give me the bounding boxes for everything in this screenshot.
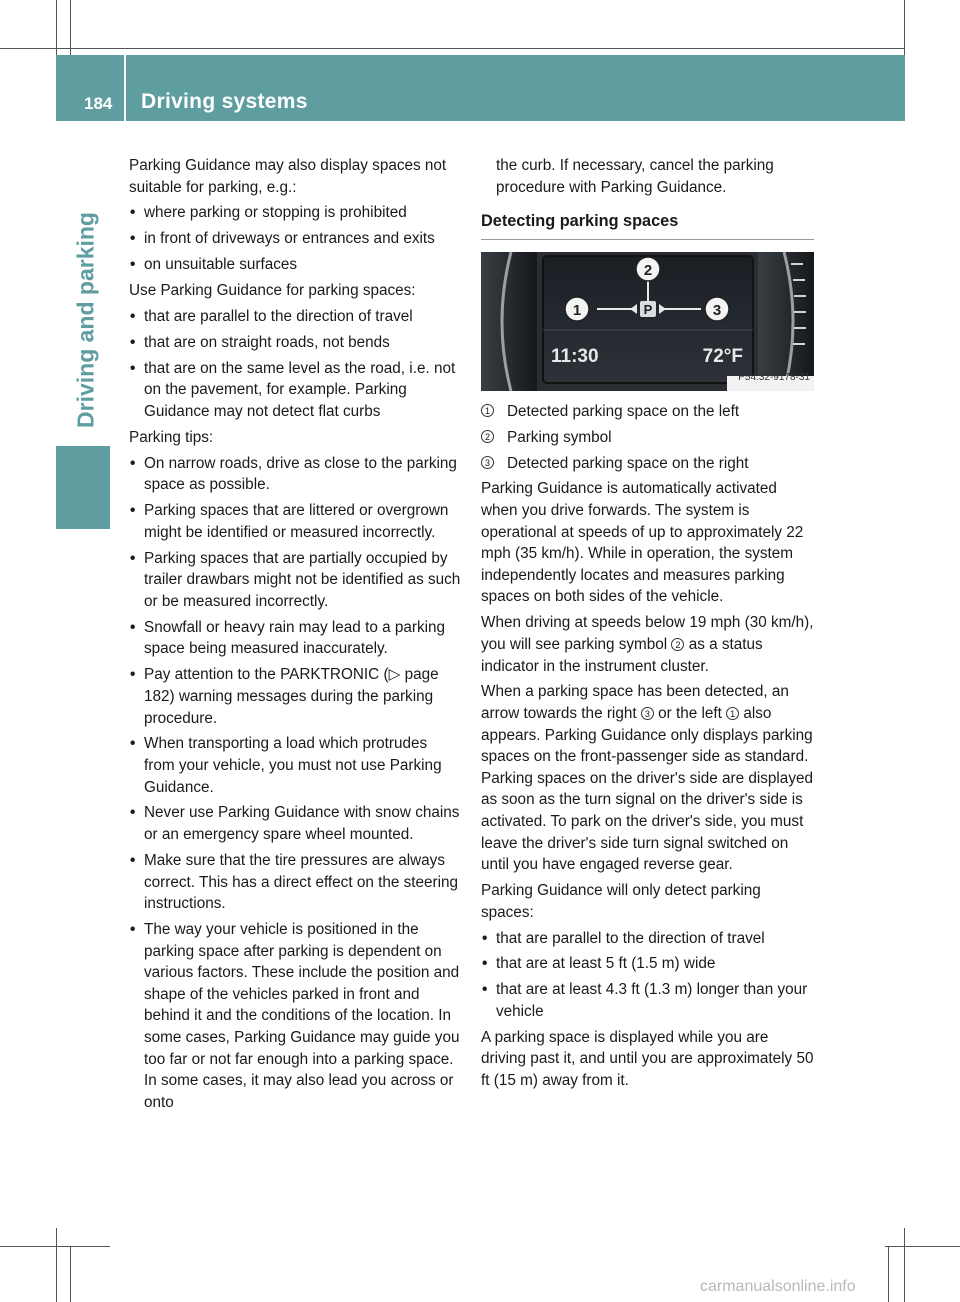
- callout-3: 3: [712, 301, 722, 319]
- use-list: [129, 306, 461, 423]
- list-item: • Parking spaces that are partially occupied by trailer drawbars might not be identified as such or be measured incorrectly.: [129, 548, 461, 613]
- text-span: also appears. Parking Guidance only displays parking spaces on the front-passenger side as standard. Parking spaces on the driver's side are displayed as soon as the turn signal on the driver's side is activated. To park on the driver's side, you must leave the driver's side turn signal switched on until you have engaged reverse gear.: [481, 704, 813, 874]
- figure-code: P54.32-9178-31: [738, 372, 810, 384]
- right-column: [481, 155, 814, 1096]
- paragraph: Parking tips:: [129, 428, 214, 446]
- side-tab-block: [56, 446, 110, 529]
- paragraph: Parking Guidance may also display spaces not suitable for parking, e.g.:: [129, 157, 447, 196]
- paragraph: the curb. If necessary, cancel the parking procedure with Parking Guidance.: [496, 157, 774, 196]
- text-span: or the left: [658, 704, 722, 722]
- inline-callout: 3: [641, 707, 654, 720]
- crop-mark: [885, 1246, 960, 1247]
- list-item: • Never use Parking Guidance with snow chains or an emergency spare wheel mounted.: [129, 802, 461, 845]
- list-item: • On narrow roads, drive as close to the parking space as possible.: [129, 453, 461, 496]
- legend-item: [481, 453, 814, 475]
- legend-text: Detected parking space on the right: [507, 454, 749, 472]
- parking-symbol: P: [643, 301, 653, 317]
- detect-list: [481, 928, 814, 1023]
- text-span: as a status indicator in the instrument cluster.: [481, 635, 763, 675]
- legend-number: 3: [481, 456, 494, 469]
- callout-1: 1: [572, 301, 582, 319]
- list-item: • Parking spaces that are littered or overgrown might be identified or measured incorrectly.: [129, 500, 461, 543]
- list-item: • When transporting a load which protrudes from your vehicle, you must not use Parking Guidance.: [129, 733, 461, 798]
- legend-text: Parking symbol: [507, 428, 612, 446]
- watermark: carmanualsonline.info: [700, 1278, 856, 1295]
- list-item: • that are parallel to the direction of travel: [129, 306, 461, 328]
- side-tab-label: Driving and parking: [72, 212, 99, 428]
- paragraph: [481, 681, 814, 875]
- paragraph: Parking Guidance is automatically activated when you drive forwards. The system is operational at speeds of up to approximately 22 mph (35 km/h). While in operation, the system independently locates and measures parking spaces on both sides of the vehicle.: [481, 480, 804, 606]
- left-column: [129, 155, 461, 1118]
- list-item: • in front of driveways or entrances and exits: [129, 228, 461, 250]
- crop-mark: [904, 1228, 905, 1302]
- section-title: Driving systems: [141, 90, 308, 113]
- text-span: When driving at speeds below 19 mph (30 km/h), you will see parking symbol: [481, 614, 814, 653]
- list-item: • that are on the same level as the road, i.e. not on the pavement, for example. Parking Guidance may not detect flat curbs: [129, 358, 461, 423]
- legend-number: 2: [481, 430, 494, 443]
- unsuitable-list: [129, 202, 461, 275]
- page-number: 184: [84, 94, 113, 113]
- list-item: • that are on straight roads, not bends: [129, 332, 461, 354]
- list-item: • The way your vehicle is positioned in the parking space after parking is dependent on various factors. These include the position and shape of the vehicles parked in front and behind it and the conditions of the location. In some cases, Parking Guidance may guide you too far or not far enough into a parking space. In some cases, it may also lead you across or onto: [129, 919, 461, 1113]
- text-span: When a parking space has been detected, an arrow towards the right: [481, 683, 789, 722]
- crop-mark: [888, 1246, 889, 1302]
- inline-callout: 1: [726, 707, 739, 720]
- paragraph: Parking Guidance will only detect parking spaces:: [481, 882, 761, 921]
- legend-item: [481, 427, 814, 449]
- list-item: • that are parallel to the direction of travel: [481, 928, 814, 950]
- crop-mark: [56, 0, 57, 55]
- legend-item: [481, 401, 814, 423]
- inline-callout: 2: [671, 638, 684, 651]
- list-item: • where parking or stopping is prohibited: [129, 202, 461, 224]
- paragraph: [481, 612, 814, 677]
- crop-mark: [0, 48, 905, 49]
- crop-mark: [56, 1228, 57, 1302]
- cluster-time: 11:30: [551, 345, 599, 367]
- section-heading: Detecting parking spaces: [481, 211, 814, 240]
- crop-mark: [70, 1246, 71, 1302]
- legend-text: Detected parking space on the left: [507, 402, 740, 420]
- paragraph: Use Parking Guidance for parking spaces:: [129, 282, 416, 300]
- instrument-cluster-figure: [481, 252, 814, 391]
- list-item: • Make sure that the tire pressures are always correct. This has a direct effect on the steering instructions.: [129, 850, 461, 915]
- list-item: • that are at least 4.3 ft (1.3 m) longer than your vehicle: [481, 979, 814, 1022]
- list-item: • Snowfall or heavy rain may lead to a parking space being measured inaccurately.: [129, 617, 461, 660]
- crop-mark: [70, 0, 71, 55]
- crop-mark: [0, 1246, 110, 1247]
- list-item: • Pay attention to the PARKTRONIC (▷ page 182) warning messages during the parking procedure.: [129, 664, 461, 729]
- tips-list: [129, 453, 461, 1114]
- cluster-temperature: 72°F: [702, 345, 743, 367]
- legend-number: 1: [481, 404, 494, 417]
- paragraph: A parking space is displayed while you are driving past it, and until you are approximately 50 ft (15 m) away from it.: [481, 1028, 814, 1089]
- list-item: • on unsuitable surfaces: [129, 254, 461, 276]
- callout-2: 2: [643, 261, 653, 279]
- list-item: • that are at least 5 ft (1.5 m) wide: [481, 953, 814, 975]
